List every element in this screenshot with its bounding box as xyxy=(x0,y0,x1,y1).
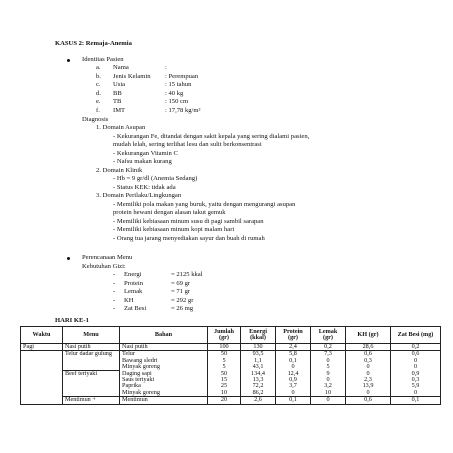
cell-energi: 1,1 xyxy=(241,358,276,364)
domain-line: - Orang tua jarang menyediakan sayur dan buah di rumah xyxy=(113,235,265,242)
identitas-letter: e. xyxy=(96,98,101,105)
cell-lemak: 0 xyxy=(311,358,346,364)
identitas-label: Usia xyxy=(113,81,126,88)
cell-bahan: Bawang sledri xyxy=(120,358,208,364)
identitas-letter: d. xyxy=(96,90,101,97)
cell-protein: 0 xyxy=(276,364,311,370)
identitas-letter: c. xyxy=(96,81,101,88)
cell-kh: 0 xyxy=(346,390,391,397)
cell-lemak: 9 xyxy=(311,371,346,377)
domain-line: mudah lelah, sering terlihat lesu dan sulit berkonsentrasi xyxy=(113,141,262,148)
identitas-label: Nama xyxy=(113,64,129,71)
identitas-letter: b. xyxy=(96,73,101,80)
cell-kh: 0,6 xyxy=(346,351,391,358)
cell-bahan: Daging sapi xyxy=(120,371,208,377)
table-row xyxy=(21,351,441,358)
cell-jumlah: 25 xyxy=(208,383,241,389)
cell-protein: 0,1 xyxy=(276,397,311,404)
bullet-icon xyxy=(67,59,70,62)
cell-bahan: Mentimun xyxy=(120,397,208,404)
cell-menu: Beef teriyaki xyxy=(63,371,120,397)
cell-protein: 3,7 xyxy=(276,383,311,389)
meal-table xyxy=(20,326,441,405)
domain-line: - Hb = 9 gr/dl (Anemia Sedang) xyxy=(113,175,198,182)
cell-kh: 2,3 xyxy=(346,377,391,383)
cell-kh: 0 xyxy=(346,364,391,370)
cell-zat-besi: 0 xyxy=(391,390,441,397)
domain-title: 2. Domain Klinik xyxy=(96,167,143,174)
identitas-value: : Perempuan xyxy=(165,73,199,80)
bullet-icon xyxy=(67,257,70,260)
identitas-label: IMT xyxy=(113,107,126,114)
cell-zat-besi: 0 xyxy=(391,358,441,364)
cell-jumlah: 5 xyxy=(208,358,241,364)
need-value: = 2125 kkal xyxy=(171,271,203,278)
cell-protein: 2,4 xyxy=(276,344,311,351)
cell-energi: 13,3 xyxy=(241,377,276,383)
need-label: KH xyxy=(124,297,134,304)
cell-lemak: 0 xyxy=(311,377,346,383)
cell-bahan: Minyak goreng xyxy=(120,364,208,370)
cell-jumlah: 100 xyxy=(208,344,241,351)
dash: - xyxy=(113,297,116,304)
domain-line: - Memiliki kebiasaan minum kopi malam hari xyxy=(113,226,235,233)
cell-protein: 12,4 xyxy=(276,371,311,377)
cell-energi: 134,4 xyxy=(241,371,276,377)
cell-menu: Nasi putih xyxy=(63,344,120,351)
cell-lemak: 10 xyxy=(311,390,346,397)
domain-line: - Nafsu makan kurang xyxy=(113,158,172,165)
day-heading: HARI KE-1 xyxy=(55,317,89,324)
need-label: Zat Besi xyxy=(124,305,147,312)
domain-line: - Memiliki pola makan yang buruk, yaitu dengan mengurangi asupan xyxy=(113,201,296,208)
domain-line: - Kekurangan Fe, ditandai dengan sakit kepala yang sering dialami pasien, xyxy=(113,133,310,140)
need-value: = 69 gr xyxy=(171,280,191,287)
col-header: Menu xyxy=(63,327,120,344)
cell-jumlah: 5 xyxy=(208,364,241,370)
cell-lemak: 3,2 xyxy=(311,383,346,389)
identitas-value: : 150 cm xyxy=(165,98,189,105)
cell-bahan: Telur xyxy=(120,351,208,358)
identitas-label: TB xyxy=(113,98,122,105)
menu-subheading: Kebutuhan Gizi: xyxy=(82,263,126,270)
dash: - xyxy=(113,288,116,295)
need-value: = 71 gr xyxy=(171,288,191,295)
cell-kh: 0,6 xyxy=(346,397,391,404)
cell-protein: 5,8 xyxy=(276,351,311,358)
cell-energi: 72,2 xyxy=(241,383,276,389)
cell-jumlah: 50 xyxy=(208,351,241,358)
col-header: Protein (gr) xyxy=(276,327,311,344)
cell-waktu: Pagi xyxy=(21,344,63,351)
domain-line: - Kekurangan Vitamin C xyxy=(113,150,178,157)
cell-kh: 0 xyxy=(346,371,391,377)
need-value: = 292 gr xyxy=(171,297,194,304)
cell-lemak: 0 xyxy=(311,397,346,404)
identitas-letter: f. xyxy=(96,107,100,114)
identitas-heading: Identitas Pasien xyxy=(82,56,124,63)
need-value: = 26 mg xyxy=(171,305,194,312)
cell-lemak: 5 xyxy=(311,364,346,370)
cell-kh: 0,3 xyxy=(346,358,391,364)
col-header: KH (gr) xyxy=(346,327,391,344)
cell-jumlah: 10 xyxy=(208,390,241,397)
cell-zat-besi: 0,2 xyxy=(391,344,441,351)
identitas-letter: a. xyxy=(96,64,101,71)
cell-waktu xyxy=(21,351,63,404)
cell-jumlah: 15 xyxy=(208,377,241,383)
identitas-value: : xyxy=(165,64,167,71)
cell-zat-besi: 0,9 xyxy=(391,371,441,377)
cell-zat-besi: 0,1 xyxy=(391,397,441,404)
cell-menu: Telur dadar gulung xyxy=(63,351,120,371)
col-header: Jumlah (gr) xyxy=(208,327,241,344)
cell-jumlah: 20 xyxy=(208,397,241,404)
cell-jumlah: 50 xyxy=(208,371,241,377)
dash: - xyxy=(113,280,116,287)
cell-lemak: 0,2 xyxy=(311,344,346,351)
cell-protein: 0,1 xyxy=(276,358,311,364)
domain-title: 3. Domain Perilaku/Lingkungan xyxy=(96,192,182,199)
domain-title: 1. Domain Asupan xyxy=(96,124,146,131)
cell-energi: 86,2 xyxy=(241,390,276,397)
case-title: KASUS 2: Remaja-Anemia xyxy=(55,40,132,47)
cell-kh: 13,9 xyxy=(346,383,391,389)
cell-bahan: Paprika xyxy=(120,383,208,389)
cell-energi: 130 xyxy=(241,344,276,351)
col-header: Zat Besi (mg) xyxy=(391,327,441,344)
col-header: Bahan xyxy=(120,327,208,344)
cell-protein: 0,9 xyxy=(276,377,311,383)
table-header-row xyxy=(21,327,441,344)
identitas-label: BB xyxy=(113,90,122,97)
cell-energi: 2,6 xyxy=(241,397,276,404)
cell-energi: 93,5 xyxy=(241,351,276,358)
cell-bahan: Nasi putih xyxy=(120,344,208,351)
col-header: Waktu xyxy=(21,327,63,344)
cell-bahan: Saus teriyaki xyxy=(120,377,208,383)
domain-line: protein hewani dengan alasan takut gemuk xyxy=(113,209,226,216)
need-label: Lemak xyxy=(124,288,143,295)
cell-kh: 28,6 xyxy=(346,344,391,351)
dash: - xyxy=(113,271,116,278)
identitas-value: : 40 kg xyxy=(165,90,184,97)
cell-menu: Mentimun + xyxy=(63,397,120,404)
menu-heading: Perencanaan Menu xyxy=(82,254,133,261)
col-header: Energi (kkal) xyxy=(241,327,276,344)
cell-zat-besi: 0,3 xyxy=(391,377,441,383)
cell-lemak: 7,3 xyxy=(311,351,346,358)
dash: - xyxy=(113,305,116,312)
domain-line: - Status KEK: tidak ada xyxy=(113,184,176,191)
cell-zat-besi: 5,9 xyxy=(391,383,441,389)
diagnosis-heading: Diagnosis xyxy=(82,116,109,123)
col-header: Lemak (gr) xyxy=(311,327,346,344)
need-label: Protein xyxy=(124,280,144,287)
cell-zat-besi: 0 xyxy=(391,364,441,370)
identitas-value: : 17,78 kg/m² xyxy=(165,107,201,114)
identitas-value: : 15 tahun xyxy=(165,81,192,88)
need-label: Energi xyxy=(124,271,142,278)
identitas-label: Jenis Kelamin xyxy=(113,73,151,80)
table-row xyxy=(21,397,441,404)
cell-bahan: Minyak goreng xyxy=(120,390,208,397)
cell-zat-besi: 0,6 xyxy=(391,351,441,358)
domain-line: - Memiliki kebiasaan minum susu di pagi sambil sarapan xyxy=(113,218,264,225)
cell-protein: 0 xyxy=(276,390,311,397)
cell-energi: 43,1 xyxy=(241,364,276,370)
